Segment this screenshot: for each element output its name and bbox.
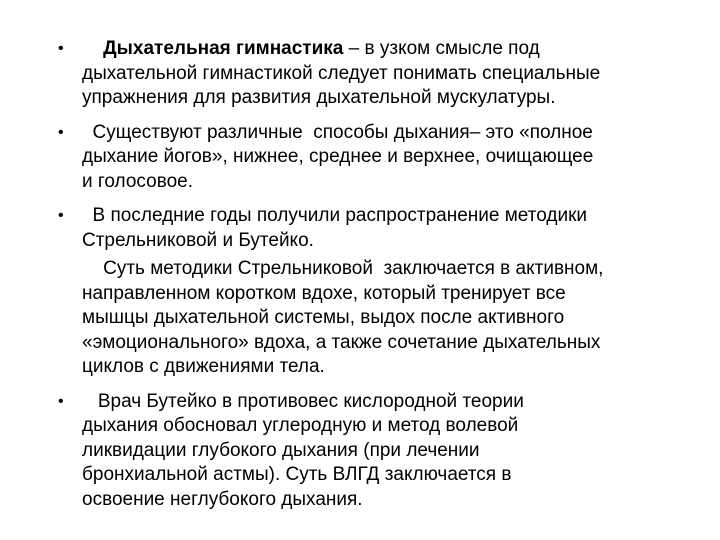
text-line: ликвидации глубокого дыхания (при лечении <box>82 439 480 461</box>
text-line: направленном коротком вдохе, который тренирует все <box>82 282 566 304</box>
text-line: упражнения для развития дыхательной мускулатуры. <box>82 87 556 108</box>
text-line: дыхание йогов», нижнее, среднее и верхнее, очищающее <box>82 146 594 167</box>
bullet-marker: • <box>58 207 64 224</box>
list-item <box>58 121 698 195</box>
bullet-marker: • <box>58 123 64 141</box>
bullet-marker: • <box>58 40 64 57</box>
term-heading: Дыхательная гимнастика <box>103 38 344 59</box>
list-item <box>58 257 698 380</box>
text-line: и голосовое. <box>82 170 193 192</box>
text-line: бронхиальной астмы). Суть ВЛГД заключается в <box>82 464 512 485</box>
text-line: мышцы дыхательной системы, выдох после активного <box>82 307 565 328</box>
text-line: циклов с движениями тела. <box>82 356 325 377</box>
list-item <box>58 204 698 253</box>
bullet-marker: • <box>58 392 64 410</box>
text-line: дыхания обосновал углеродную и метод волевой <box>82 415 519 436</box>
text-fragment: – в узком смысле под <box>343 38 540 59</box>
text-line: Врач Бутейко в противовес кислородной теории <box>82 390 524 412</box>
text-line: дыхательной гимнастикой следует понимать специальные <box>82 62 601 84</box>
text-line <box>82 37 698 62</box>
text-line: Существуют различные способы дыхания– это «полное <box>82 121 593 143</box>
text-line: Суть методики Стрельниковой заключается в активном, <box>82 258 604 279</box>
text-line: освоение неглубокого дыхания. <box>82 488 363 510</box>
list-item <box>58 390 698 513</box>
bullet-list <box>58 37 698 522</box>
list-item <box>58 37 698 111</box>
text-line: «эмоционального» вдоха, а также сочетание дыхательных <box>82 331 601 353</box>
text-line: Стрельниковой и Бутейко. <box>82 229 314 251</box>
text-line: В последние годы получили распространение методики <box>82 205 588 226</box>
